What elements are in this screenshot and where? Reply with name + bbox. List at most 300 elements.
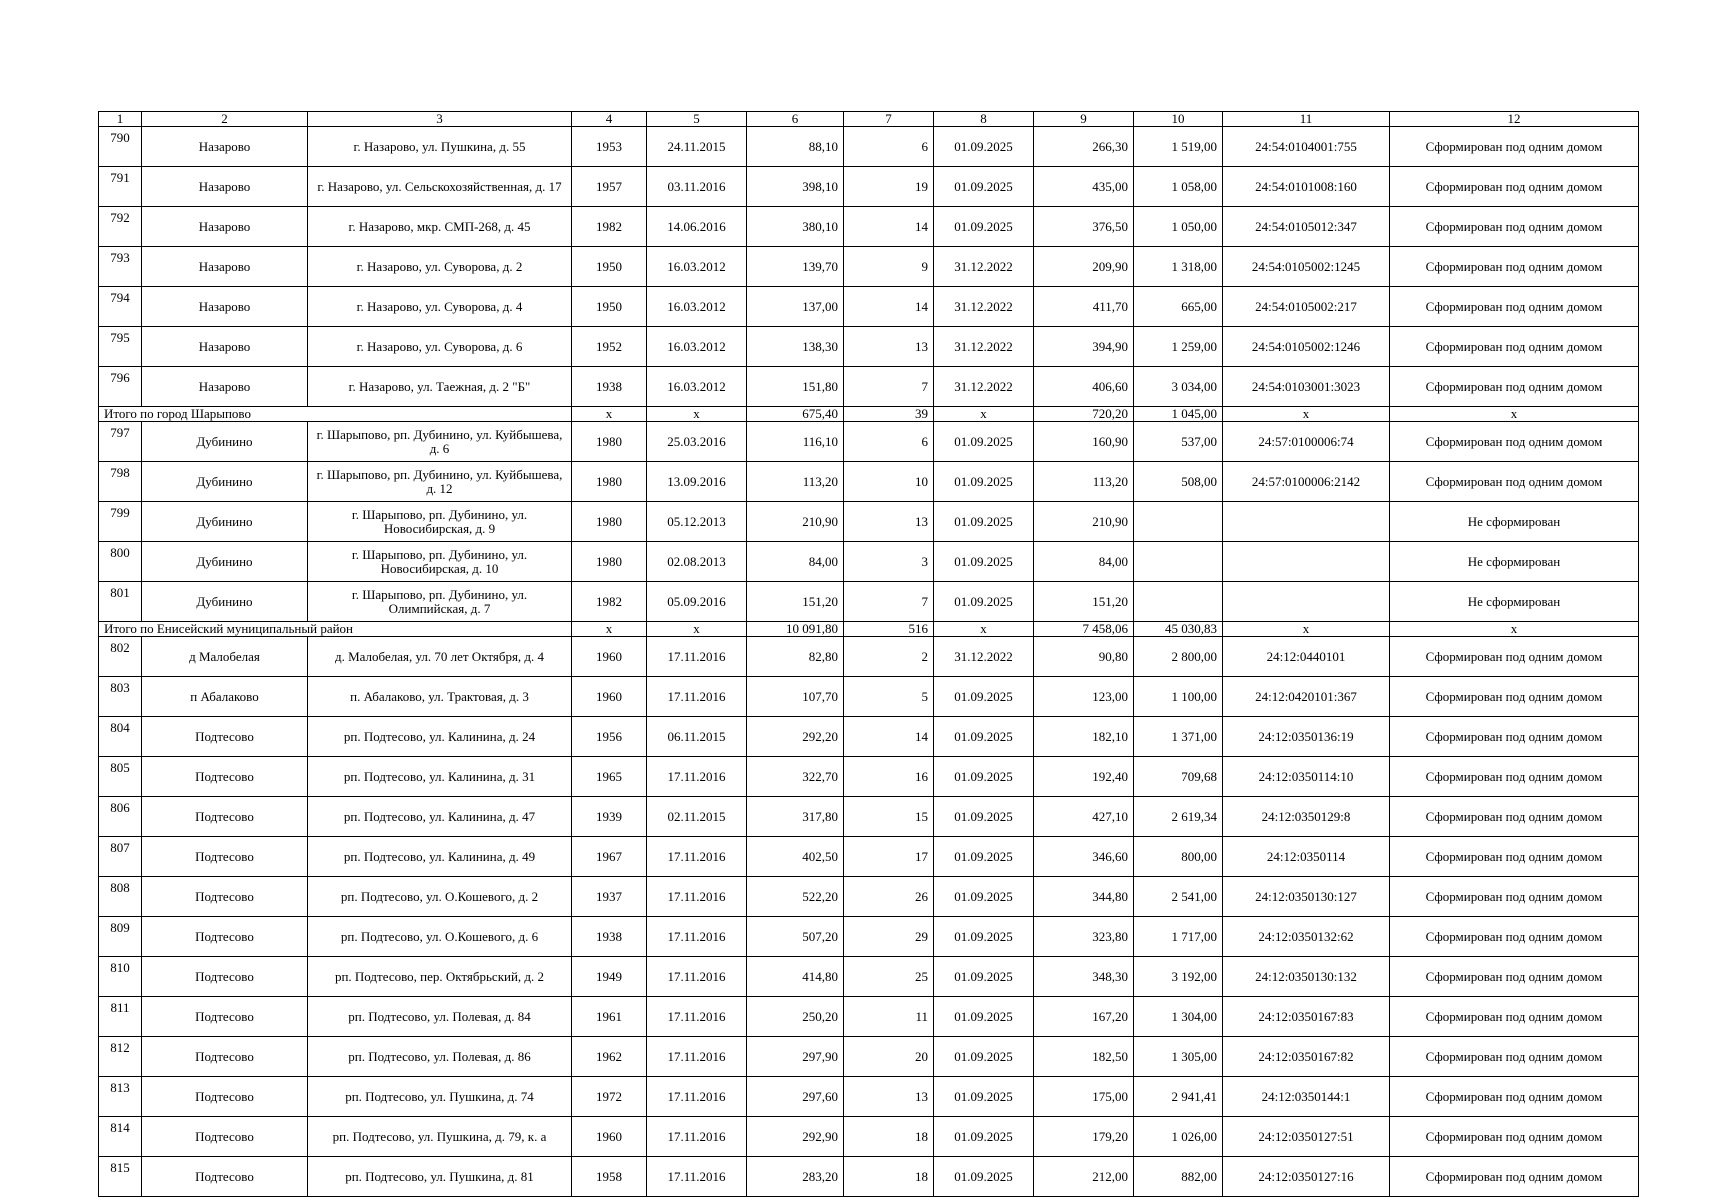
resettlement-deadline-cell: 01.09.2025 xyxy=(934,207,1034,247)
build-year-cell: 1972 xyxy=(572,1077,647,1117)
recognition-date-cell: 16.03.2012 xyxy=(647,367,747,407)
resettlement-deadline-cell: 01.09.2025 xyxy=(934,422,1034,462)
table-row xyxy=(99,207,1639,247)
total-area-cell: 376,50 xyxy=(1034,207,1134,247)
resettlement-deadline-cell: 01.09.2025 xyxy=(934,462,1034,502)
cadastral-number-cell: 24:54:0104001:755 xyxy=(1223,127,1390,167)
table-row xyxy=(99,997,1639,1037)
cadastral-number-cell: 24:54:0105002:1246 xyxy=(1223,327,1390,367)
total-area-cell: 84,00 xyxy=(1034,542,1134,582)
address-cell: г. Шарыпово, рп. Дубинино, ул. Куйбышева, д. 12 xyxy=(308,462,572,502)
settlement-cell: Подтесово xyxy=(142,797,308,837)
subtotal-residents-count-cell: 39 xyxy=(844,407,934,422)
build-year-cell: 1980 xyxy=(572,502,647,542)
living-area-cell: 317,80 xyxy=(747,797,844,837)
living-area-cell: 82,80 xyxy=(747,637,844,677)
total-area-cell: 411,70 xyxy=(1034,287,1134,327)
residents-count-cell: 26 xyxy=(844,877,934,917)
land-area-cell: 1 058,00 xyxy=(1134,167,1223,207)
table-row xyxy=(99,877,1639,917)
cadastral-number-cell: 24:12:0350144:1 xyxy=(1223,1077,1390,1117)
recognition-date-cell: 03.11.2016 xyxy=(647,167,747,207)
resettlement-deadline-cell: 01.09.2025 xyxy=(934,127,1034,167)
recognition-date-cell: 17.11.2016 xyxy=(647,917,747,957)
address-cell: рп. Подтесово, ул. Полевая, д. 86 xyxy=(308,1037,572,1077)
total-area-cell: 348,30 xyxy=(1034,957,1134,997)
land-area-cell xyxy=(1134,542,1223,582)
settlement-cell: Дубинино xyxy=(142,542,308,582)
land-status-cell: Сформирован под одним домом xyxy=(1390,1077,1639,1117)
row-number-cell: 796 xyxy=(99,367,142,407)
table-body xyxy=(99,112,1639,1197)
row-number-cell: 809 xyxy=(99,917,142,957)
address-cell: рп. Подтесово, ул. Калинина, д. 24 xyxy=(308,717,572,757)
address-cell: рп. Подтесово, пер. Октябрьский, д. 2 xyxy=(308,957,572,997)
land-area-cell: 1 050,00 xyxy=(1134,207,1223,247)
living-area-cell: 137,00 xyxy=(747,287,844,327)
living-area-cell: 151,20 xyxy=(747,582,844,622)
settlement-cell: Дубинино xyxy=(142,502,308,542)
recognition-date-cell: 06.11.2015 xyxy=(647,717,747,757)
address-cell: рп. Подтесово, ул. Калинина, д. 47 xyxy=(308,797,572,837)
column-number-header-row xyxy=(99,112,1639,127)
residents-count-cell: 29 xyxy=(844,917,934,957)
address-cell: рп. Подтесово, ул. Пушкина, д. 74 xyxy=(308,1077,572,1117)
recognition-date-cell: 13.09.2016 xyxy=(647,462,747,502)
land-status-cell: Сформирован под одним домом xyxy=(1390,997,1639,1037)
row-number-cell: 791 xyxy=(99,167,142,207)
cadastral-number-cell: 24:12:0350127:51 xyxy=(1223,1117,1390,1157)
address-cell: г. Шарыпово, рп. Дубинино, ул. Новосибирская, д. 10 xyxy=(308,542,572,582)
settlement-cell: Подтесово xyxy=(142,717,308,757)
total-area-cell: 394,90 xyxy=(1034,327,1134,367)
build-year-cell: 1965 xyxy=(572,757,647,797)
row-number-cell: 798 xyxy=(99,462,142,502)
address-cell: г. Шарыпово, рп. Дубинино, ул. Олимпийская, д. 7 xyxy=(308,582,572,622)
table-row xyxy=(99,957,1639,997)
row-number-cell: 813 xyxy=(99,1077,142,1117)
residents-count-cell: 17 xyxy=(844,837,934,877)
build-year-cell: 1960 xyxy=(572,677,647,717)
settlement-cell: Подтесово xyxy=(142,1037,308,1077)
recognition-date-cell: 17.11.2016 xyxy=(647,677,747,717)
land-area-cell: 1 318,00 xyxy=(1134,247,1223,287)
total-area-cell: 175,00 xyxy=(1034,1077,1134,1117)
table-row xyxy=(99,757,1639,797)
column-number-11-cell: 11 xyxy=(1223,112,1390,127)
row-number-cell: 811 xyxy=(99,997,142,1037)
residents-count-cell: 11 xyxy=(844,997,934,1037)
land-area-cell: 537,00 xyxy=(1134,422,1223,462)
column-number-7-cell: 7 xyxy=(844,112,934,127)
resettlement-deadline-cell: 31.12.2022 xyxy=(934,247,1034,287)
cadastral-number-cell: 24:12:0350167:83 xyxy=(1223,997,1390,1037)
build-year-cell: 1961 xyxy=(572,997,647,1037)
living-area-cell: 292,20 xyxy=(747,717,844,757)
living-area-cell: 151,80 xyxy=(747,367,844,407)
column-number-5-cell: 5 xyxy=(647,112,747,127)
housing-register-table xyxy=(98,111,1639,1197)
table-row xyxy=(99,797,1639,837)
column-number-6-cell: 6 xyxy=(747,112,844,127)
table-row xyxy=(99,542,1639,582)
land-status-cell: Сформирован под одним домом xyxy=(1390,462,1639,502)
row-number-cell: 805 xyxy=(99,757,142,797)
row-number-cell: 795 xyxy=(99,327,142,367)
recognition-date-cell: 02.08.2013 xyxy=(647,542,747,582)
residents-count-cell: 16 xyxy=(844,757,934,797)
land-status-cell: Сформирован под одним домом xyxy=(1390,837,1639,877)
subtotal-land-status-cell: x xyxy=(1390,407,1639,422)
residents-count-cell: 10 xyxy=(844,462,934,502)
subtotal-row xyxy=(99,622,1639,637)
total-area-cell: 346,60 xyxy=(1034,837,1134,877)
row-number-cell: 807 xyxy=(99,837,142,877)
settlement-cell: Дубинино xyxy=(142,462,308,502)
subtotal-land-status-cell: x xyxy=(1390,622,1639,637)
total-area-cell: 182,10 xyxy=(1034,717,1134,757)
total-area-cell: 151,20 xyxy=(1034,582,1134,622)
residents-count-cell: 13 xyxy=(844,502,934,542)
total-area-cell: 406,60 xyxy=(1034,367,1134,407)
total-area-cell: 344,80 xyxy=(1034,877,1134,917)
resettlement-deadline-cell: 01.09.2025 xyxy=(934,582,1034,622)
land-status-cell: Не сформирован xyxy=(1390,542,1639,582)
land-status-cell: Сформирован под одним домом xyxy=(1390,1037,1639,1077)
cadastral-number-cell: 24:12:0420101:367 xyxy=(1223,677,1390,717)
resettlement-deadline-cell: 01.09.2025 xyxy=(934,167,1034,207)
table-row xyxy=(99,917,1639,957)
recognition-date-cell: 16.03.2012 xyxy=(647,247,747,287)
total-area-cell: 210,90 xyxy=(1034,502,1134,542)
build-year-cell: 1967 xyxy=(572,837,647,877)
table-row xyxy=(99,1077,1639,1117)
land-area-cell: 2 800,00 xyxy=(1134,637,1223,677)
residents-count-cell: 7 xyxy=(844,367,934,407)
table-row xyxy=(99,1157,1639,1197)
recognition-date-cell: 05.12.2013 xyxy=(647,502,747,542)
cadastral-number-cell: 24:12:0350114:10 xyxy=(1223,757,1390,797)
living-area-cell: 84,00 xyxy=(747,542,844,582)
table-row xyxy=(99,717,1639,757)
address-cell: рп. Подтесово, ул. Калинина, д. 31 xyxy=(308,757,572,797)
address-cell: рп. Подтесово, ул. Полевая, д. 84 xyxy=(308,997,572,1037)
row-number-cell: 799 xyxy=(99,502,142,542)
land-area-cell: 1 305,00 xyxy=(1134,1037,1223,1077)
build-year-cell: 1956 xyxy=(572,717,647,757)
build-year-cell: 1962 xyxy=(572,1037,647,1077)
cadastral-number-cell: 24:54:0103001:3023 xyxy=(1223,367,1390,407)
address-cell: г. Назарово, ул. Суворова, д. 6 xyxy=(308,327,572,367)
build-year-cell: 1938 xyxy=(572,917,647,957)
resettlement-deadline-cell: 01.09.2025 xyxy=(934,797,1034,837)
row-number-cell: 802 xyxy=(99,637,142,677)
total-area-cell: 182,50 xyxy=(1034,1037,1134,1077)
build-year-cell: 1960 xyxy=(572,1117,647,1157)
residents-count-cell: 14 xyxy=(844,717,934,757)
subtotal-living-area-cell: 675,40 xyxy=(747,407,844,422)
residents-count-cell: 14 xyxy=(844,287,934,327)
land-area-cell: 3 192,00 xyxy=(1134,957,1223,997)
total-area-cell: 323,80 xyxy=(1034,917,1134,957)
table-row xyxy=(99,367,1639,407)
subtotal-resettlement-deadline-cell: x xyxy=(934,622,1034,637)
resettlement-deadline-cell: 01.09.2025 xyxy=(934,1157,1034,1197)
resettlement-deadline-cell: 31.12.2022 xyxy=(934,637,1034,677)
cadastral-number-cell: 24:12:0350132:62 xyxy=(1223,917,1390,957)
column-number-12-cell: 12 xyxy=(1390,112,1639,127)
living-area-cell: 116,10 xyxy=(747,422,844,462)
total-area-cell: 90,80 xyxy=(1034,637,1134,677)
column-number-2-cell: 2 xyxy=(142,112,308,127)
land-area-cell: 508,00 xyxy=(1134,462,1223,502)
land-status-cell: Сформирован под одним домом xyxy=(1390,127,1639,167)
address-cell: рп. Подтесово, ул. О.Кошевого, д. 2 xyxy=(308,877,572,917)
residents-count-cell: 18 xyxy=(844,1157,934,1197)
living-area-cell: 522,20 xyxy=(747,877,844,917)
subtotal-cadastral-number-cell: x xyxy=(1223,622,1390,637)
subtotal-recognition-date-cell: x xyxy=(647,407,747,422)
land-area-cell: 1 304,00 xyxy=(1134,997,1223,1037)
land-area-cell: 2 619,34 xyxy=(1134,797,1223,837)
settlement-cell: Назарово xyxy=(142,247,308,287)
build-year-cell: 1953 xyxy=(572,127,647,167)
row-number-cell: 794 xyxy=(99,287,142,327)
row-number-cell: 803 xyxy=(99,677,142,717)
cadastral-number-cell: 24:54:0101008:160 xyxy=(1223,167,1390,207)
land-status-cell: Сформирован под одним домом xyxy=(1390,877,1639,917)
column-number-1-cell: 1 xyxy=(99,112,142,127)
land-area-cell: 2 941,41 xyxy=(1134,1077,1223,1117)
land-area-cell: 1 519,00 xyxy=(1134,127,1223,167)
residents-count-cell: 20 xyxy=(844,1037,934,1077)
settlement-cell: п Абалаково xyxy=(142,677,308,717)
residents-count-cell: 7 xyxy=(844,582,934,622)
build-year-cell: 1960 xyxy=(572,637,647,677)
residents-count-cell: 13 xyxy=(844,327,934,367)
resettlement-deadline-cell: 01.09.2025 xyxy=(934,677,1034,717)
residents-count-cell: 19 xyxy=(844,167,934,207)
living-area-cell: 250,20 xyxy=(747,997,844,1037)
living-area-cell: 380,10 xyxy=(747,207,844,247)
build-year-cell: 1982 xyxy=(572,207,647,247)
subtotal-land-area-cell: 1 045,00 xyxy=(1134,407,1223,422)
land-status-cell: Сформирован под одним домом xyxy=(1390,717,1639,757)
subtotal-land-area-cell: 45 030,83 xyxy=(1134,622,1223,637)
land-area-cell: 709,68 xyxy=(1134,757,1223,797)
build-year-cell: 1949 xyxy=(572,957,647,997)
build-year-cell: 1980 xyxy=(572,542,647,582)
row-number-cell: 793 xyxy=(99,247,142,287)
row-number-cell: 792 xyxy=(99,207,142,247)
address-cell: г. Назарово, ул. Сельскохозяйственная, д. 17 xyxy=(308,167,572,207)
residents-count-cell: 9 xyxy=(844,247,934,287)
land-area-cell: 2 541,00 xyxy=(1134,877,1223,917)
address-cell: рп. Подтесово, ул. О.Кошевого, д. 6 xyxy=(308,917,572,957)
column-number-8-cell: 8 xyxy=(934,112,1034,127)
living-area-cell: 138,30 xyxy=(747,327,844,367)
total-area-cell: 435,00 xyxy=(1034,167,1134,207)
land-area-cell: 800,00 xyxy=(1134,837,1223,877)
settlement-cell: Назарово xyxy=(142,207,308,247)
subtotal-resettlement-deadline-cell: x xyxy=(934,407,1034,422)
residents-count-cell: 5 xyxy=(844,677,934,717)
residents-count-cell: 6 xyxy=(844,422,934,462)
row-number-cell: 814 xyxy=(99,1117,142,1157)
cadastral-number-cell: 24:54:0105012:347 xyxy=(1223,207,1390,247)
recognition-date-cell: 17.11.2016 xyxy=(647,1157,747,1197)
settlement-cell: Подтесово xyxy=(142,997,308,1037)
row-number-cell: 804 xyxy=(99,717,142,757)
cadastral-number-cell: 24:54:0105002:1245 xyxy=(1223,247,1390,287)
living-area-cell: 107,70 xyxy=(747,677,844,717)
build-year-cell: 1980 xyxy=(572,462,647,502)
land-area-cell xyxy=(1134,502,1223,542)
settlement-cell: Назарово xyxy=(142,127,308,167)
recognition-date-cell: 17.11.2016 xyxy=(647,997,747,1037)
settlement-cell: Назарово xyxy=(142,367,308,407)
subtotal-label-cell: Итого по город Шарыпово xyxy=(99,407,572,422)
cadastral-number-cell: 24:12:0350129:8 xyxy=(1223,797,1390,837)
subtotal-total-area-cell: 7 458,06 xyxy=(1034,622,1134,637)
column-number-3-cell: 3 xyxy=(308,112,572,127)
address-cell: д. Малобелая, ул. 70 лет Октября, д. 4 xyxy=(308,637,572,677)
living-area-cell: 292,90 xyxy=(747,1117,844,1157)
residents-count-cell: 18 xyxy=(844,1117,934,1157)
address-cell: рп. Подтесово, ул. Калинина, д. 49 xyxy=(308,837,572,877)
resettlement-deadline-cell: 31.12.2022 xyxy=(934,327,1034,367)
land-status-cell: Сформирован под одним домом xyxy=(1390,247,1639,287)
table-row xyxy=(99,327,1639,367)
table-row xyxy=(99,1117,1639,1157)
living-area-cell: 402,50 xyxy=(747,837,844,877)
subtotal-row xyxy=(99,407,1639,422)
land-status-cell: Сформирован под одним домом xyxy=(1390,917,1639,957)
table-row xyxy=(99,582,1639,622)
cadastral-number-cell: 24:12:0350127:16 xyxy=(1223,1157,1390,1197)
recognition-date-cell: 17.11.2016 xyxy=(647,957,747,997)
row-number-cell: 797 xyxy=(99,422,142,462)
row-number-cell: 801 xyxy=(99,582,142,622)
settlement-cell: Подтесово xyxy=(142,757,308,797)
table-row xyxy=(99,837,1639,877)
land-area-cell: 1 259,00 xyxy=(1134,327,1223,367)
land-area-cell xyxy=(1134,582,1223,622)
land-status-cell: Сформирован под одним домом xyxy=(1390,757,1639,797)
land-status-cell: Сформирован под одним домом xyxy=(1390,287,1639,327)
address-cell: рп. Подтесово, ул. Пушкина, д. 79, к. а xyxy=(308,1117,572,1157)
total-area-cell: 123,00 xyxy=(1034,677,1134,717)
address-cell: рп. Подтесово, ул. Пушкина, д. 81 xyxy=(308,1157,572,1197)
address-cell: г. Назарово, ул. Пушкина, д. 55 xyxy=(308,127,572,167)
row-number-cell: 812 xyxy=(99,1037,142,1077)
living-area-cell: 507,20 xyxy=(747,917,844,957)
land-status-cell: Сформирован под одним домом xyxy=(1390,167,1639,207)
total-area-cell: 427,10 xyxy=(1034,797,1134,837)
residents-count-cell: 14 xyxy=(844,207,934,247)
table-row xyxy=(99,1037,1639,1077)
table-row xyxy=(99,637,1639,677)
land-status-cell: Сформирован под одним домом xyxy=(1390,367,1639,407)
residents-count-cell: 6 xyxy=(844,127,934,167)
table-row xyxy=(99,502,1639,542)
settlement-cell: Назарово xyxy=(142,167,308,207)
land-area-cell: 1 100,00 xyxy=(1134,677,1223,717)
total-area-cell: 160,90 xyxy=(1034,422,1134,462)
row-number-cell: 808 xyxy=(99,877,142,917)
recognition-date-cell: 02.11.2015 xyxy=(647,797,747,837)
resettlement-deadline-cell: 01.09.2025 xyxy=(934,837,1034,877)
living-area-cell: 414,80 xyxy=(747,957,844,997)
cadastral-number-cell: 24:57:0100006:74 xyxy=(1223,422,1390,462)
subtotal-build-year-cell: x xyxy=(572,622,647,637)
resettlement-deadline-cell: 31.12.2022 xyxy=(934,367,1034,407)
resettlement-deadline-cell: 01.09.2025 xyxy=(934,502,1034,542)
settlement-cell: д Малобелая xyxy=(142,637,308,677)
living-area-cell: 113,20 xyxy=(747,462,844,502)
cadastral-number-cell xyxy=(1223,542,1390,582)
total-area-cell: 209,90 xyxy=(1034,247,1134,287)
resettlement-deadline-cell: 01.09.2025 xyxy=(934,757,1034,797)
resettlement-deadline-cell: 01.09.2025 xyxy=(934,877,1034,917)
subtotal-living-area-cell: 10 091,80 xyxy=(747,622,844,637)
cadastral-number-cell: 24:12:0350167:82 xyxy=(1223,1037,1390,1077)
column-number-9-cell: 9 xyxy=(1034,112,1134,127)
settlement-cell: Назарово xyxy=(142,327,308,367)
recognition-date-cell: 17.11.2016 xyxy=(647,837,747,877)
resettlement-deadline-cell: 01.09.2025 xyxy=(934,1037,1034,1077)
land-status-cell: Сформирован под одним домом xyxy=(1390,957,1639,997)
cadastral-number-cell: 24:54:0105002:217 xyxy=(1223,287,1390,327)
residents-count-cell: 3 xyxy=(844,542,934,582)
land-status-cell: Сформирован под одним домом xyxy=(1390,1157,1639,1197)
settlement-cell: Подтесово xyxy=(142,837,308,877)
resettlement-deadline-cell: 01.09.2025 xyxy=(934,1117,1034,1157)
resettlement-deadline-cell: 01.09.2025 xyxy=(934,717,1034,757)
table-row xyxy=(99,167,1639,207)
recognition-date-cell: 05.09.2016 xyxy=(647,582,747,622)
resettlement-deadline-cell: 01.09.2025 xyxy=(934,542,1034,582)
table-row xyxy=(99,422,1639,462)
residents-count-cell: 15 xyxy=(844,797,934,837)
address-cell: г. Назарово, мкр. СМП-268, д. 45 xyxy=(308,207,572,247)
total-area-cell: 167,20 xyxy=(1034,997,1134,1037)
land-area-cell: 1 026,00 xyxy=(1134,1117,1223,1157)
living-area-cell: 297,60 xyxy=(747,1077,844,1117)
total-area-cell: 179,20 xyxy=(1034,1117,1134,1157)
cadastral-number-cell: 24:12:0350136:19 xyxy=(1223,717,1390,757)
cadastral-number-cell: 24:12:0350114 xyxy=(1223,837,1390,877)
address-cell: г. Шарыпово, рп. Дубинино, ул. Новосибирская, д. 9 xyxy=(308,502,572,542)
settlement-cell: Назарово xyxy=(142,287,308,327)
build-year-cell: 1950 xyxy=(572,287,647,327)
cadastral-number-cell: 24:57:0100006:2142 xyxy=(1223,462,1390,502)
land-area-cell: 1 717,00 xyxy=(1134,917,1223,957)
recognition-date-cell: 24.11.2015 xyxy=(647,127,747,167)
land-area-cell: 665,00 xyxy=(1134,287,1223,327)
cadastral-number-cell: 24:12:0350130:132 xyxy=(1223,957,1390,997)
recognition-date-cell: 17.11.2016 xyxy=(647,637,747,677)
cadastral-number-cell xyxy=(1223,502,1390,542)
land-status-cell: Не сформирован xyxy=(1390,502,1639,542)
settlement-cell: Подтесово xyxy=(142,957,308,997)
table-row xyxy=(99,127,1639,167)
recognition-date-cell: 16.03.2012 xyxy=(647,287,747,327)
address-cell: г. Назарово, ул. Суворова, д. 4 xyxy=(308,287,572,327)
settlement-cell: Дубинино xyxy=(142,582,308,622)
land-area-cell: 882,00 xyxy=(1134,1157,1223,1197)
row-number-cell: 810 xyxy=(99,957,142,997)
